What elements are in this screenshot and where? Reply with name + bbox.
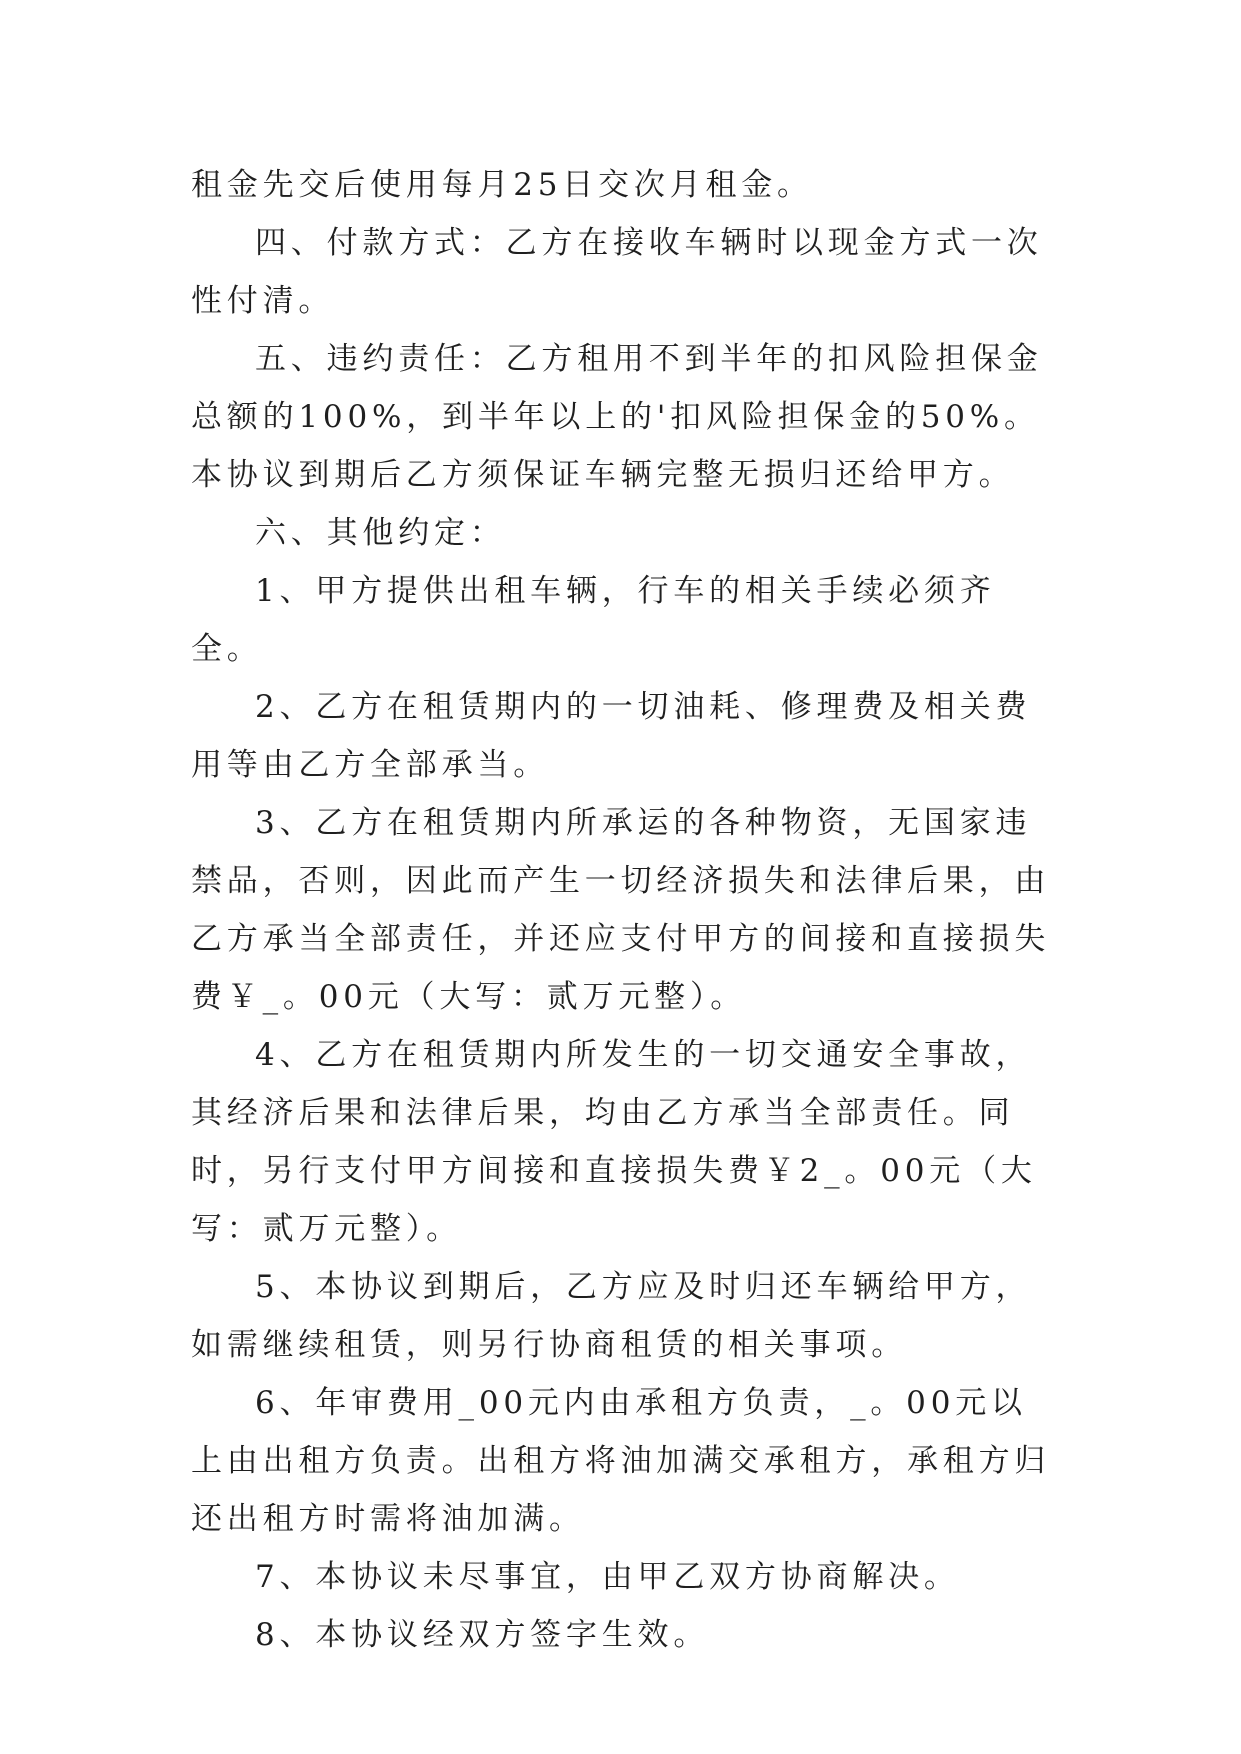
paragraph-breach-liability: 五、违约责任：乙方租用不到半年的扣风险担保金总额的100%，到半年以上的'扣风险担保金的50%。本协议到期后乙方须保证车辆完整无损归还给甲方。 [191, 341, 1043, 493]
paragraph-other-agreements-heading: 六、其他约定： [255, 515, 506, 551]
document-body [191, 156, 1051, 1664]
paragraph-clause-4: 4、乙方在租赁期内所发生的一切交通安全事故，其经济后果和法律后果，均由乙方承当全部责任。同时，另行支付甲方间接和直接损失费￥2_。00元（大写：贰万元整）。 [191, 1037, 1037, 1247]
paragraph-clause-8: 8、本协议经双方签字生效。 [255, 1617, 710, 1653]
paragraph-clause-7: 7、本协议未尽事宜，由甲乙双方协商解决。 [255, 1559, 960, 1595]
paragraph-clause-1: 1、甲方提供出租车辆，行车的相关手续必须齐全。 [191, 573, 996, 667]
paragraph-clause-3: 3、乙方在租赁期内所承运的各种物资，无国家违禁品，否则，因此而产生一切经济损失和法律后果，由乙方承当全部责任，并还应支付甲方的间接和直接损失费￥_。00元（大写：贰万元整）。 [191, 805, 1051, 1015]
paragraph-clause-2: 2、乙方在租赁期内的一切油耗、修理费及相关费用等由乙方全部承当。 [191, 689, 1032, 783]
paragraph-clause-5: 5、本协议到期后，乙方应及时归还车辆给甲方，如需继续租赁，则另行协商租赁的相关事项。 [191, 1269, 1032, 1363]
paragraph-rent-continuation: 租金先交后使用每月25日交次月租金。 [191, 167, 813, 203]
paragraph-clause-6: 6、年审费用_00元内由承租方负责，_。00元以上由出租方负责。出租方将油加满交承租方，承租方归还出租方时需将油加满。 [191, 1385, 1051, 1537]
paragraph-payment-method: 四、付款方式：乙方在接收车辆时以现金方式一次性付清。 [191, 225, 1043, 319]
